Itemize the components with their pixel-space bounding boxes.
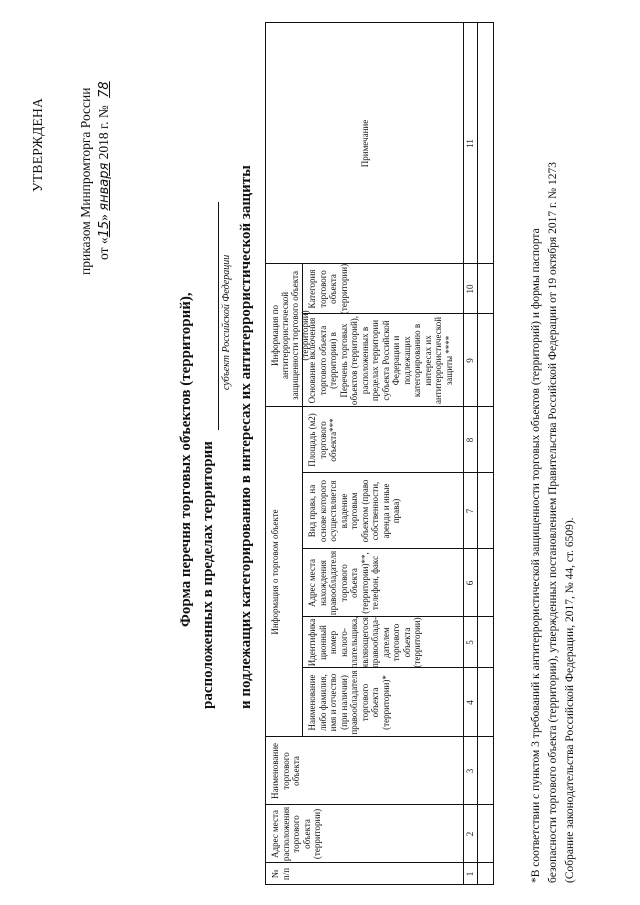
footnote-line2: безопасности торгового объекта (территории), утвержденных постановлением Правительства Российской Федерации от 19 октября 2017 г. № 1273 <box>547 162 559 883</box>
column-number-8: 8 <box>465 437 475 443</box>
column-header-3: Наименование торгового объекта <box>270 742 301 800</box>
column-number-1: 1 <box>465 871 475 877</box>
column-number-2: 2 <box>465 831 475 837</box>
approved-stamp: УТВЕРЖДЕНА <box>30 97 45 192</box>
form-title-line3: и подлежащих категорированию в интересах их антитеррористической защиты <box>238 165 254 709</box>
column-header-7: Вид права, на основе которого осуществляется владение торговым объектом (право собственности, аренда и иные права) <box>307 479 401 543</box>
territory-blank-line <box>218 202 219 430</box>
column-number-6: 6 <box>465 580 475 586</box>
column-number-3: 3 <box>465 768 475 774</box>
order-reference-line1: приказом Минпромторга России <box>78 87 93 275</box>
order-month: января <box>97 162 112 211</box>
table-border-top <box>265 23 266 885</box>
numbers-bottom-rule <box>477 23 478 885</box>
column-number-7: 7 <box>465 508 475 514</box>
column-header-5: Идентифика ционный номер налого- плательщика, являющегося правооблада- дателем торгового объекта (территории) <box>307 616 422 669</box>
table-border-bottom <box>493 23 494 885</box>
group-rule-trade <box>302 407 303 737</box>
column-number-4: 4 <box>465 700 475 705</box>
column-header-9: Основание включения торгового объекта (территории) в Перечень торговых объектов (территорий), расположенных в пределах территории субъекта Российской Федерации и подлежащих категорированию в интересах их антитеррористической защиты **** <box>307 315 454 405</box>
column-header-4: Наименование либо фамилия, имя и отчество (при наличии) правообладателя торгового объекта (территории)* <box>307 670 391 735</box>
territory-caption: субъект Российской Федерации <box>221 254 232 390</box>
header-bottom-rule <box>463 23 464 885</box>
column-number-9: 9 <box>465 358 475 363</box>
objects-table <box>265 23 493 885</box>
group-header-trade-object: Информация о торговом объекте <box>270 509 280 635</box>
form-title-line1: Форма перечня торговых объектов (территорий), <box>178 292 194 627</box>
column-header-8: Площадь (м2) торгового объекта*** <box>307 413 338 467</box>
column-header-10: Категория торгового объекта (территории) <box>307 263 349 315</box>
footnote-line1: *В соответствии с пунктом 3 требований к антитеррористической защищенности торговых объектов (территорий) и формы паспорта <box>530 228 542 883</box>
column-header-11: Примечание <box>360 119 371 168</box>
group-header-antiterror: Информация по антитеррористической защищенности торгового объекта (территории) <box>270 270 310 401</box>
column-number-11: 11 <box>465 139 475 148</box>
order-day: 15 <box>97 220 112 238</box>
order-reference-line2: от «15» января 2018 г. № 78 <box>96 77 112 260</box>
column-header-2: Адрес места расположения торгового объекта (территории) <box>270 806 322 862</box>
order-number: 78 <box>97 81 112 98</box>
column-header-1: № п/п <box>270 867 291 881</box>
column-header-6: Адрес места нахождения правообладателя торгового объекта (территории)**, телефон, факс <box>307 550 380 616</box>
column-number-10: 10 <box>465 284 475 294</box>
column-number-5: 5 <box>465 640 475 645</box>
form-title-line2: расположенных в пределах территории <box>200 441 216 709</box>
footnote-line3: (Собрание законодательства Российской Федерации, 2017, № 44, ст. 6509). <box>564 517 576 883</box>
